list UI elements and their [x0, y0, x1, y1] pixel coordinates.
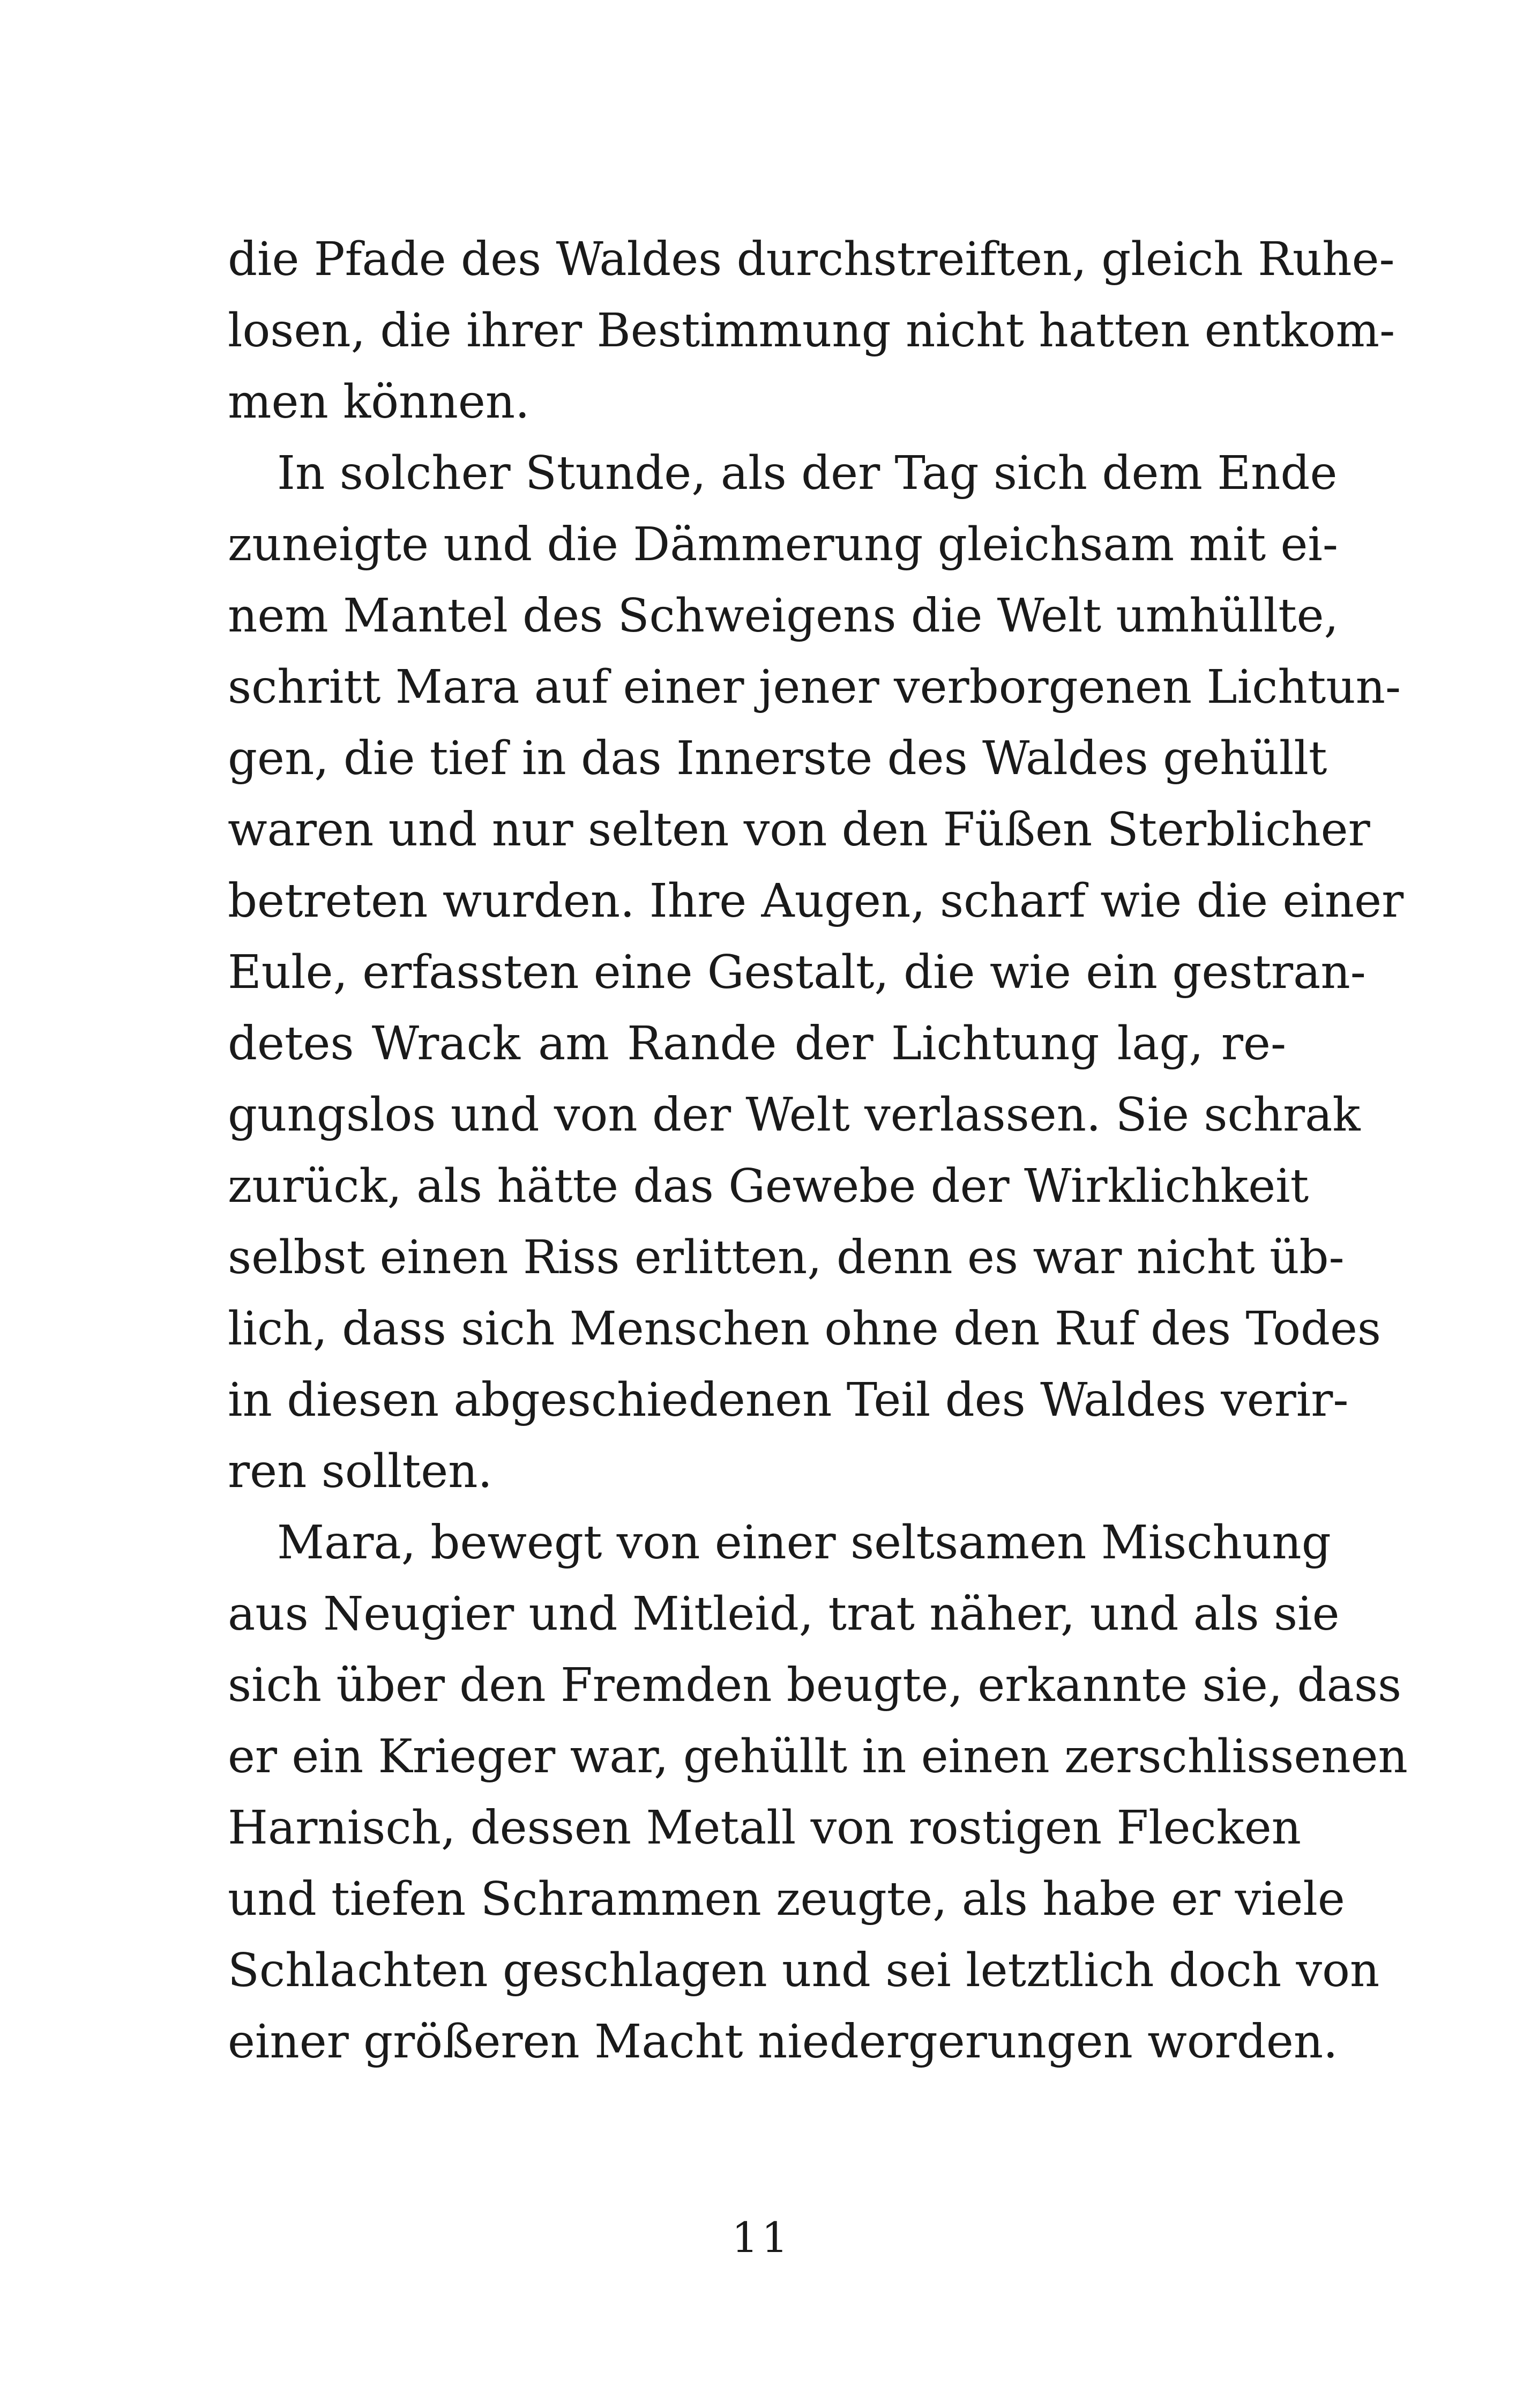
text-line: er ein Krieger war, gehüllt in einen zerschlissenen — [228, 1730, 1408, 1783]
text-line: Schlachten geschlagen und sei letztlich doch von — [228, 1944, 1380, 1997]
body-text — [228, 224, 1408, 2078]
text-line: nem Mantel des Schweigens die Welt umhüllte, — [228, 589, 1339, 643]
text-line: betreten wurden. Ihre Augen, scharf wie die einer — [228, 874, 1404, 928]
text-line: gungslos und von der Welt verlassen. Sie schrak — [228, 1088, 1361, 1142]
text-line: losen, die ihrer Bestimmung nicht hatten entkom- — [228, 304, 1395, 358]
text-line: men können. — [228, 375, 530, 429]
text-line: ren sollten. — [228, 1445, 492, 1498]
text-line: und tiefen Schrammen zeugte, als habe er viele — [228, 1872, 1345, 1926]
text-line: gen, die tief in das Innerste des Waldes gehüllt — [228, 732, 1327, 785]
text-line: detes Wrack am Rande der Lichtung lag, re- — [228, 1017, 1286, 1071]
text-line: zurück, als hätte das Gewebe der Wirklichkeit — [228, 1160, 1309, 1213]
text-line: in diesen abgeschiedenen Teil des Waldes verir- — [228, 1373, 1349, 1427]
paragraph — [228, 224, 1395, 438]
text-line: Eule, erfassten eine Gestalt, die wie ein gestran- — [228, 946, 1366, 999]
text-line: zuneigte und die Dämmerung gleichsam mit ei- — [228, 518, 1338, 571]
text-line: Mara, bewegt von einer seltsamen Mischung — [277, 1516, 1331, 1570]
text-line: sich über den Fremden beugte, erkannte sie, dass — [228, 1659, 1402, 1712]
text-line: die Pfade des Waldes durchstreiften, gleich Ruhe- — [228, 233, 1395, 286]
text-line: einer größeren Macht niedergerungen worden. — [228, 2015, 1338, 2069]
page-number: 11 — [731, 2214, 792, 2262]
text-line: aus Neugier und Mitleid, trat näher, und als sie — [228, 1587, 1340, 1641]
text-line: schritt Mara auf einer jener verborgenen Lichtun- — [228, 660, 1401, 714]
text-line: lich, dass sich Menschen ohne den Ruf des Todes — [228, 1302, 1382, 1356]
text-line: Harnisch, dessen Metall von rostigen Flecken — [228, 1801, 1302, 1855]
text-line: waren und nur selten von den Füßen Sterblicher — [228, 803, 1370, 857]
text-line: selbst einen Riss erlitten, denn es war nicht üb- — [228, 1231, 1345, 1284]
paragraph — [228, 438, 1404, 1507]
paragraph — [228, 1507, 1408, 2078]
text-line: In solcher Stunde, als der Tag sich dem Ende — [277, 447, 1338, 500]
